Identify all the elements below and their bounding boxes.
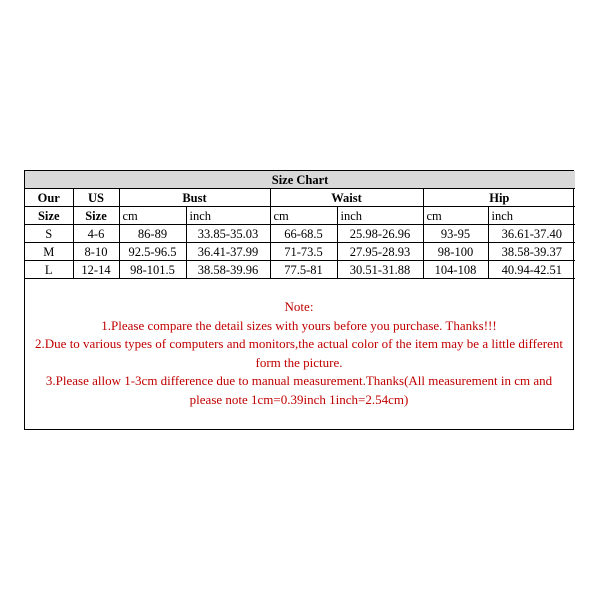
note-line-2: 2.Due to various types of computers and monitors,the actual color of the item may be a little different form the picture. [35, 336, 563, 370]
header-us-size-2: Size [73, 207, 119, 225]
size-chart-title: Size Chart [25, 171, 575, 189]
us-size-cell: 4-6 [73, 225, 119, 243]
bust-inch-cell: 36.41-37.99 [186, 243, 270, 261]
table-row [25, 261, 575, 279]
table-row [25, 225, 575, 243]
table-row [25, 243, 575, 261]
notes-section [25, 279, 573, 429]
header-bust-inch: inch [186, 207, 270, 225]
size-chart-table [25, 171, 575, 279]
our-size-cell: L [25, 261, 73, 279]
our-size-cell: M [25, 243, 73, 261]
waist-inch-cell: 30.51-31.88 [337, 261, 423, 279]
header-hip-cm: cm [423, 207, 488, 225]
hip-cm-cell: 104-108 [423, 261, 488, 279]
bust-cm-cell: 92.5-96.5 [119, 243, 186, 261]
waist-cm-cell: 71-73.5 [270, 243, 337, 261]
header-bust: Bust [119, 189, 270, 207]
size-chart [24, 170, 574, 430]
header-waist-cm: cm [270, 207, 337, 225]
header-us-size-1: US [73, 189, 119, 207]
waist-inch-cell: 25.98-26.96 [337, 225, 423, 243]
our-size-cell: S [25, 225, 73, 243]
header-bust-cm: cm [119, 207, 186, 225]
header-waist-inch: inch [337, 207, 423, 225]
header-our-size-1: Our [25, 189, 73, 207]
note-line-3: 3.Please allow 1-3cm difference due to manual measurement.Thanks(All measurement in cm and please note 1cm=0.39inch 1inch=2.54cm) [45, 373, 553, 407]
hip-cm-cell: 98-100 [423, 243, 488, 261]
note-line-1: 1.Please compare the detail sizes with yours before you purchase. Thanks!!! [101, 317, 497, 333]
hip-cm-cell: 93-95 [423, 225, 488, 243]
waist-inch-cell: 27.95-28.93 [337, 243, 423, 261]
waist-cm-cell: 66-68.5 [270, 225, 337, 243]
hip-inch-cell: 40.94-42.51 [488, 261, 575, 279]
header-hip: Hip [423, 189, 575, 207]
bust-cm-cell: 86-89 [119, 225, 186, 243]
notes-heading: Note: [284, 299, 314, 314]
header-waist: Waist [270, 189, 423, 207]
hip-inch-cell: 38.58-39.37 [488, 243, 575, 261]
hip-inch-cell: 36.61-37.40 [488, 225, 575, 243]
waist-cm-cell: 77.5-81 [270, 261, 337, 279]
us-size-cell: 8-10 [73, 243, 119, 261]
bust-inch-cell: 33.85-35.03 [186, 225, 270, 243]
bust-cm-cell: 98-101.5 [119, 261, 186, 279]
header-our-size-2: Size [25, 207, 73, 225]
us-size-cell: 12-14 [73, 261, 119, 279]
header-hip-inch: inch [488, 207, 575, 225]
bust-inch-cell: 38.58-39.96 [186, 261, 270, 279]
